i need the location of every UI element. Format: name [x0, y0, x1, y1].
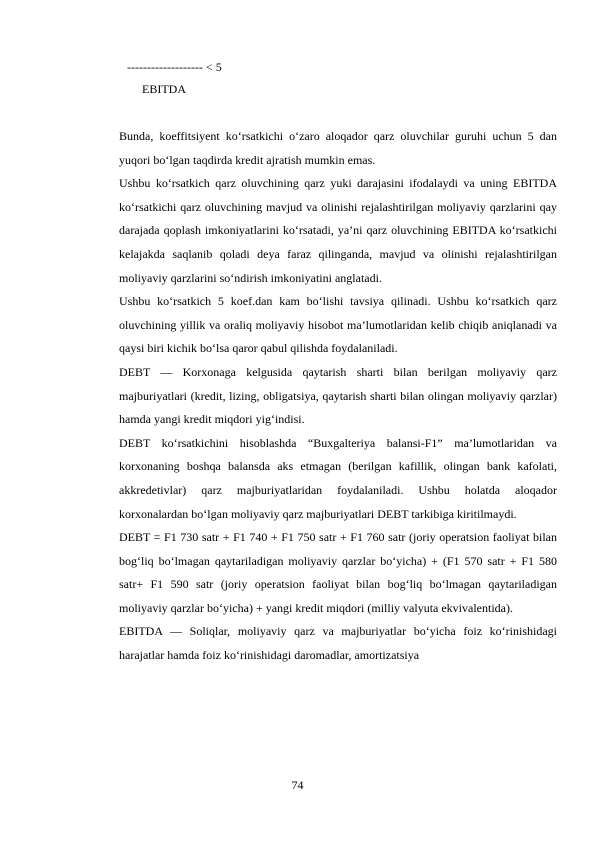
formula-numerator-line: ------------------- < 5 — [124, 60, 222, 74]
paragraph-recommendation: Ushbu ko‘rsatkich 5 koef.dan kam bo‘lishi tavsiya qilinadi. Ushbu ko‘rsatkich qarz oluvchining yillik va oraliq moliyaviy hisobot ma’lumotlaridan kelib chiqib aniqlanadi va qaysi biri kichik bo‘lsa qaror qabul qilishda foydalaniladi. — [119, 294, 557, 356]
paragraph-debt-definition: DEBT — Korxonaga kelgusida qaytarish sharti bilan berilgan moliyaviy qarz majburiyatlari (kredit, lizing, obligatsiya, qaytarish sharti bilan olingan moliyaviy qarzlar) hamda yangi kredit miqdori yig‘indisi. — [119, 364, 557, 427]
paragraph-coefficient-limit: Bunda, koeffitsiyent ko‘rsatkichi o‘zaro aloqador qarz oluvchilar guruhi uchun 5 dan yuqori bo‘lgan taqdirda kredit ajratish mumkin emas. — [119, 129, 557, 167]
page-number: 74 — [291, 778, 304, 792]
paragraph-ebitda-definition: EBITDA — Soliqlar, moliyaviy qarz va majburiyatlar bo‘yicha foiz ko‘rinishidagi harajatlar hamda foiz ko‘rinishidagi daromadlar, amortizatsiya — [119, 624, 557, 663]
body-text — [119, 125, 557, 668]
formula-denominator: EBITDA — [142, 82, 186, 96]
paragraph-debt-formula: DEBT = F1 730 satr + F1 740 + F1 750 satr + F1 760 satr (joriy operatsion faoliyat bilan bog‘liq bo‘lmagan qaytariladigan moliyaviy qarzlar bo‘yicha) + (F1 570 satr + F1 580 satr+ F1 590 satr (joriy operatsion faoliyat bilan bog‘liq bo‘lmagan qaytariladigan moliyaviy qarzlar bo‘yicha) + yangi kredit miqdori (milliy valyuta ekvivalentida). — [119, 530, 557, 615]
paragraph-debt-burden: Ushbu ko‘rsatkich qarz oluvchining qarz yuki darajasini ifodalaydi va uning EBITDA ko‘rsatkichi qarz oluvchining mavjud va olinishi rejalashtirilgan moliyaviy qarzlarini qay darajada qoplash imkoniyatlarini ko‘rsatadi, ya’ni qarz oluvchining EBITDA ko‘rsatkichi kelajakda saqlanib qoladi deya faraz qilinganda, mavjud va olinishi rejalashtirilgan moliyaviy qarzlarini so‘ndirish imkoniyatini anglatadi. — [119, 176, 557, 285]
paragraph-debt-calculation-sources: DEBT ko‘rsatkichini hisoblashda “Buxgalteriya balansi-F1” ma’lumotlaridan va korxonaning boshqa balansda aks etmagan (berilgan kafillik, olingan bank kafolati, akkredetivlar) qarz majburiyatlaridan foydalaniladi. Ushbu holatda aloqador korxonalardan bo‘lgan moliyaviy qarz majburiyatlari DEBT tarkibiga kiritilmaydi. — [119, 435, 557, 521]
